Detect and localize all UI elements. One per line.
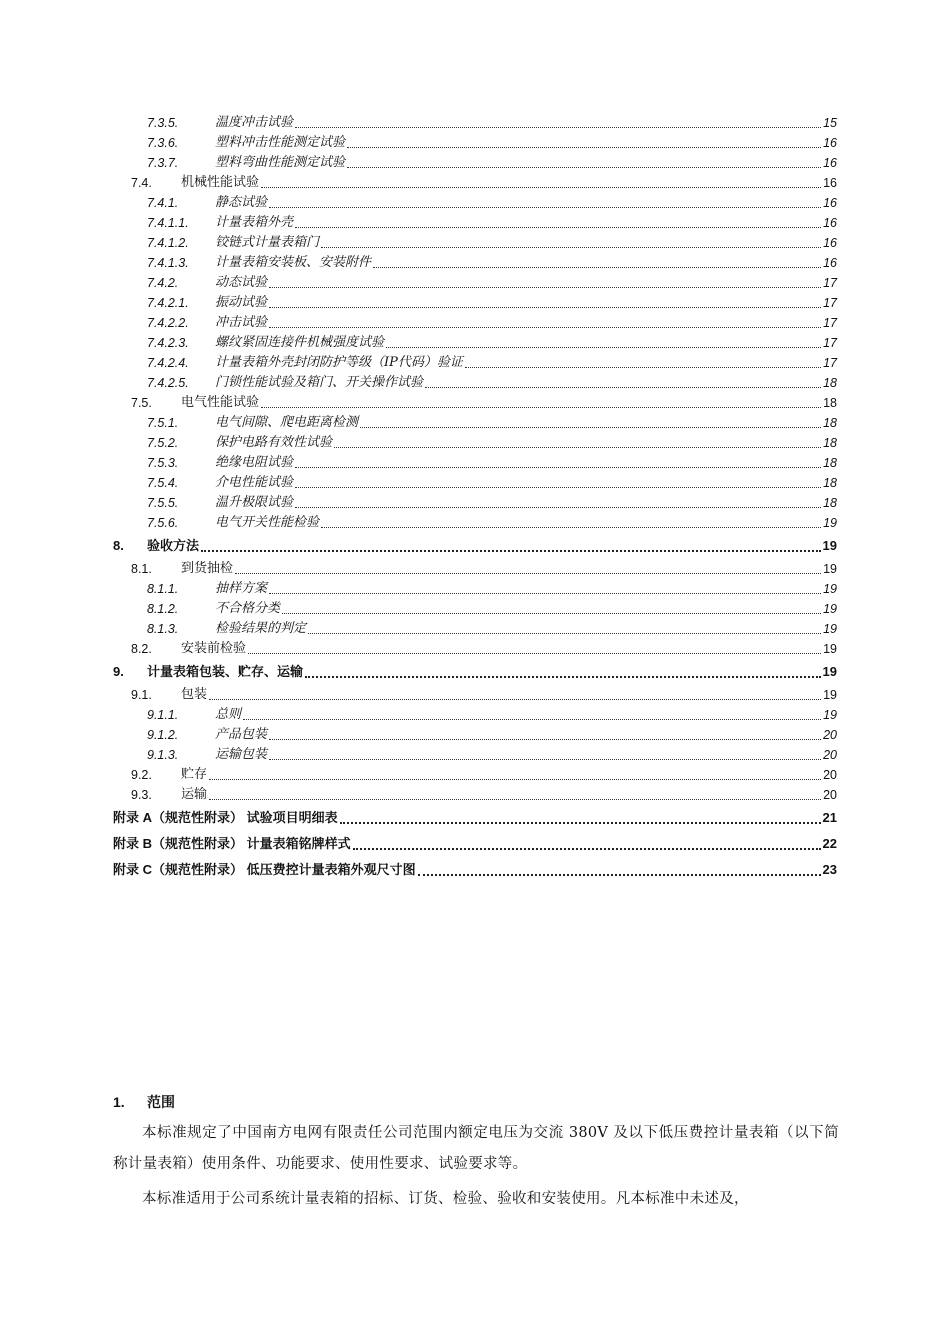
toc-dot-leader — [295, 126, 821, 128]
toc-entry-number: 9.3. — [131, 788, 152, 802]
toc-entry-title: 到货抽检 — [181, 561, 234, 576]
toc-entry-number: 7.5.2. — [147, 436, 179, 450]
toc-page-number: 16 — [823, 256, 837, 270]
toc-page-number: 20 — [823, 768, 837, 782]
toc-entry[interactable] — [113, 599, 837, 619]
toc-page-number: 22 — [822, 836, 837, 851]
toc-entry[interactable] — [113, 705, 837, 725]
toc-entry[interactable] — [113, 765, 837, 785]
toc-page-number: 18 — [823, 436, 837, 450]
toc-page-number: 19 — [823, 708, 837, 722]
toc-entry-title: 门锁性能试验及箱门、开关操作试验 — [215, 375, 424, 390]
toc-entry-number: 7.4.1. — [147, 196, 179, 210]
toc-page-number: 20 — [823, 748, 837, 762]
toc-page-number: 19 — [822, 664, 837, 679]
toc-entry[interactable] — [113, 685, 837, 705]
toc-page-number: 16 — [823, 176, 837, 190]
paragraph: 本标准规定了中国南方电网有限责任公司范围内额定电压为交流 380V 及以下低压费控计量表箱（以下简称计量表箱）使用条件、功能要求、使用性要求、试验要求等。 — [113, 1125, 839, 1172]
toc-entry-title: 计量表箱包装、贮存、运输 — [147, 664, 304, 679]
toc-entry-title: 塑料弯曲性能测定试验 — [215, 155, 346, 170]
toc-entry[interactable] — [113, 513, 837, 533]
toc-dot-leader — [269, 592, 821, 594]
toc-dot-leader — [353, 847, 821, 850]
toc-entry-title: 塑料冲击性能测定试验 — [215, 135, 346, 150]
toc-page-number: 16 — [823, 136, 837, 150]
toc-dot-leader — [243, 718, 821, 720]
toc-entry[interactable] — [113, 133, 837, 153]
toc-entry[interactable] — [113, 453, 837, 473]
toc-entry-title: 电气间隙、爬电距离检测 — [215, 415, 359, 430]
toc-dot-leader — [295, 486, 821, 488]
toc-page-number: 18 — [823, 416, 837, 430]
toc-entry-number: 9.1.1. — [147, 708, 179, 722]
toc-dot-leader — [321, 246, 821, 248]
toc-entry-title: 动态试验 — [215, 275, 268, 290]
toc-dot-leader — [305, 675, 821, 678]
toc-entry[interactable] — [113, 473, 837, 493]
toc-entry[interactable] — [113, 857, 837, 883]
toc-entry-number: 7.4.1.2. — [147, 236, 189, 250]
toc-entry-number: 7.4.2.1. — [147, 296, 189, 310]
toc-page-number: 19 — [822, 538, 837, 553]
toc-dot-leader — [269, 306, 821, 308]
toc-entry-number: 8.1.1. — [147, 582, 179, 596]
toc-entry-number: 8.1.2. — [147, 602, 179, 616]
toc-page-number: 16 — [823, 156, 837, 170]
toc-page-number: 17 — [823, 336, 837, 350]
toc-entry-number: 9.1.3. — [147, 748, 179, 762]
toc-entry[interactable] — [113, 213, 837, 233]
toc-entry-number: 7.5.1. — [147, 416, 179, 430]
toc-dot-leader — [235, 572, 821, 574]
toc-entry[interactable] — [113, 393, 837, 413]
toc-page-number: 19 — [823, 516, 837, 530]
toc-page-number: 20 — [823, 788, 837, 802]
toc-page-number: 17 — [823, 276, 837, 290]
toc-entry-number: 8.1. — [131, 562, 152, 576]
toc-entry[interactable] — [113, 639, 837, 659]
toc-entry-number: 7.4.1.3. — [147, 256, 189, 270]
toc-dot-leader — [347, 146, 821, 148]
toc-entry-number: 9.1.2. — [147, 728, 179, 742]
toc-page-number: 17 — [823, 296, 837, 310]
toc-entry-title: 附录 A（规范性附录） 试验项目明细表 — [113, 810, 338, 825]
toc-entry-title: 抽样方案 — [215, 581, 268, 596]
section-scope — [113, 1090, 839, 1215]
toc-entry-title: 验收方法 — [147, 538, 200, 553]
toc-entry-number: 7.3.6. — [147, 136, 179, 150]
toc-entry-number: 7.3.5. — [147, 116, 179, 130]
toc-entry[interactable] — [113, 785, 837, 805]
toc-page-number: 19 — [823, 642, 837, 656]
toc-entry-number: 9. — [113, 664, 124, 679]
toc-entry[interactable] — [113, 659, 837, 685]
toc-entry[interactable] — [113, 745, 837, 765]
toc-entry[interactable] — [113, 313, 837, 333]
toc-page-number: 18 — [823, 376, 837, 390]
toc-entry-number: 8.2. — [131, 642, 152, 656]
toc-entry-number: 7.5. — [131, 396, 152, 410]
toc-entry[interactable] — [113, 725, 837, 745]
toc-entry-title: 机械性能试验 — [181, 175, 260, 190]
toc-entry-title: 贮存 — [181, 767, 208, 782]
toc-page-number: 18 — [823, 396, 837, 410]
toc-entry[interactable] — [113, 493, 837, 513]
toc-entry-title: 绝缘电阻试验 — [215, 455, 294, 470]
toc-entry-title: 电气开关性能检验 — [215, 515, 320, 530]
toc-dot-leader — [340, 821, 821, 824]
toc-entry-number: 8.1.3. — [147, 622, 179, 636]
toc-entry[interactable] — [113, 579, 837, 599]
toc-dot-leader — [360, 426, 821, 428]
toc-dot-leader — [373, 266, 821, 268]
toc-dot-leader — [308, 632, 821, 634]
toc-dot-leader — [295, 226, 821, 228]
toc-entry[interactable] — [113, 619, 837, 639]
toc-entry-title: 附录 C（规范性附录） 低压费控计量表箱外观尺寸图 — [113, 862, 416, 877]
toc-entry-title: 不合格分类 — [215, 601, 281, 616]
toc-dot-leader — [282, 612, 821, 614]
toc-page-number: 19 — [823, 688, 837, 702]
toc-entry-title: 冲击试验 — [215, 315, 268, 330]
toc-page-number: 17 — [823, 316, 837, 330]
toc-entry-number: 7.5.3. — [147, 456, 179, 470]
toc-entry[interactable] — [113, 333, 837, 353]
toc-entry-title: 计量表箱外壳封闭防护等级（IP代码）验证 — [215, 355, 463, 370]
section-number: 1. — [113, 1094, 125, 1110]
toc-entry-title: 附录 B（规范性附录） 计量表箱铭牌样式 — [113, 836, 351, 851]
toc-entry-number: 7.5.5. — [147, 496, 179, 510]
toc-dot-leader — [261, 406, 821, 408]
toc-page-number: 20 — [823, 728, 837, 742]
toc-entry[interactable] — [113, 293, 837, 313]
toc-dot-leader — [269, 286, 821, 288]
toc-entry-title: 静态试验 — [215, 195, 268, 210]
toc-page-number: 18 — [823, 476, 837, 490]
toc-dot-leader — [295, 466, 821, 468]
toc-dot-leader — [418, 873, 821, 876]
toc-dot-leader — [209, 698, 821, 700]
toc-entry-title: 包装 — [181, 687, 208, 702]
toc-dot-leader — [386, 346, 821, 348]
toc-dot-leader — [209, 778, 821, 780]
toc-entry-title: 温度冲击试验 — [215, 115, 294, 130]
toc-page-number: 16 — [823, 196, 837, 210]
paragraph: 本标准适用于公司系统计量表箱的招标、订货、检验、验收和安装使用。凡本标准中未述及， — [142, 1191, 749, 1207]
toc-page-number: 23 — [822, 862, 837, 877]
toc-entry-number: 7.4.2.3. — [147, 336, 189, 350]
toc-dot-leader — [425, 386, 821, 388]
section-heading — [113, 1090, 839, 1114]
toc-dot-leader — [334, 446, 821, 448]
toc-entry-title: 铰链式计量表箱门 — [215, 235, 320, 250]
toc-entry[interactable] — [113, 153, 837, 173]
toc-entry[interactable] — [113, 233, 837, 253]
toc-entry-number: 9.2. — [131, 768, 152, 782]
toc-entry-number: 7.5.6. — [147, 516, 179, 530]
toc-entry-number: 9.1. — [131, 688, 152, 702]
toc-page-number: 17 — [823, 356, 837, 370]
toc-dot-leader — [347, 166, 821, 168]
section-title: 范围 — [147, 1094, 175, 1110]
toc-dot-leader — [248, 652, 821, 654]
toc-page-number: 19 — [823, 562, 837, 576]
toc-entry[interactable] — [113, 253, 837, 273]
toc-entry[interactable] — [113, 273, 837, 293]
toc-entry-number: 7.4.2. — [147, 276, 179, 290]
toc-entry-title: 介电性能试验 — [215, 475, 294, 490]
toc-page-number: 19 — [823, 602, 837, 616]
toc-page-number: 16 — [823, 216, 837, 230]
toc-entry-title: 温升极限试验 — [215, 495, 294, 510]
toc-entry-title: 保护电路有效性试验 — [215, 435, 333, 450]
toc-entry[interactable] — [113, 831, 837, 857]
toc-dot-leader — [269, 758, 821, 760]
toc-dot-leader — [261, 186, 821, 188]
toc-entry-title: 检验结果的判定 — [215, 621, 307, 636]
toc-entry-number: 7.4. — [131, 176, 152, 190]
toc-dot-leader — [201, 549, 821, 552]
toc-entry-title: 螺纹紧固连接件机械强度试验 — [215, 335, 385, 350]
toc-entry[interactable] — [113, 113, 837, 133]
toc-entry-number: 7.4.2.4. — [147, 356, 189, 370]
toc-entry[interactable] — [113, 805, 837, 831]
toc-dot-leader — [269, 738, 821, 740]
table-of-contents — [113, 113, 837, 883]
toc-dot-leader — [269, 206, 821, 208]
toc-entry-title: 电气性能试验 — [181, 395, 260, 410]
toc-page-number: 16 — [823, 236, 837, 250]
toc-entry[interactable] — [113, 353, 837, 373]
toc-entry[interactable] — [113, 559, 837, 579]
toc-entry-title: 运输包装 — [215, 747, 268, 762]
toc-page-number: 15 — [823, 116, 837, 130]
toc-entry-number: 7.3.7. — [147, 156, 179, 170]
toc-entry-title: 产品包装 — [215, 727, 268, 742]
toc-entry-title: 运输 — [181, 787, 208, 802]
toc-entry-number: 7.4.2.2. — [147, 316, 189, 330]
toc-page-number: 18 — [823, 456, 837, 470]
toc-entry-title: 安装前检验 — [181, 641, 247, 656]
toc-entry-title: 计量表箱外壳 — [215, 215, 294, 230]
toc-dot-leader — [209, 798, 821, 800]
toc-entry[interactable] — [113, 173, 837, 193]
toc-entry-number: 8. — [113, 538, 124, 553]
toc-entry[interactable] — [113, 433, 837, 453]
toc-entry-title: 振动试验 — [215, 295, 268, 310]
toc-dot-leader — [295, 506, 821, 508]
toc-entry-number: 7.5.4. — [147, 476, 179, 490]
toc-entry-title: 总则 — [215, 707, 242, 722]
toc-entry[interactable] — [113, 413, 837, 433]
toc-dot-leader — [269, 326, 821, 328]
toc-entry-number: 7.4.1.1. — [147, 216, 189, 230]
toc-page-number: 19 — [823, 622, 837, 636]
toc-dot-leader — [465, 366, 821, 368]
toc-page-number: 21 — [822, 810, 837, 825]
toc-page-number: 19 — [823, 582, 837, 596]
toc-dot-leader — [321, 526, 821, 528]
toc-entry[interactable] — [113, 533, 837, 559]
toc-entry[interactable] — [113, 193, 837, 213]
toc-entry[interactable] — [113, 373, 837, 393]
toc-page-number: 18 — [823, 496, 837, 510]
toc-entry-title: 计量表箱安装板、安装附件 — [215, 255, 372, 270]
toc-entry-number: 7.4.2.5. — [147, 376, 189, 390]
